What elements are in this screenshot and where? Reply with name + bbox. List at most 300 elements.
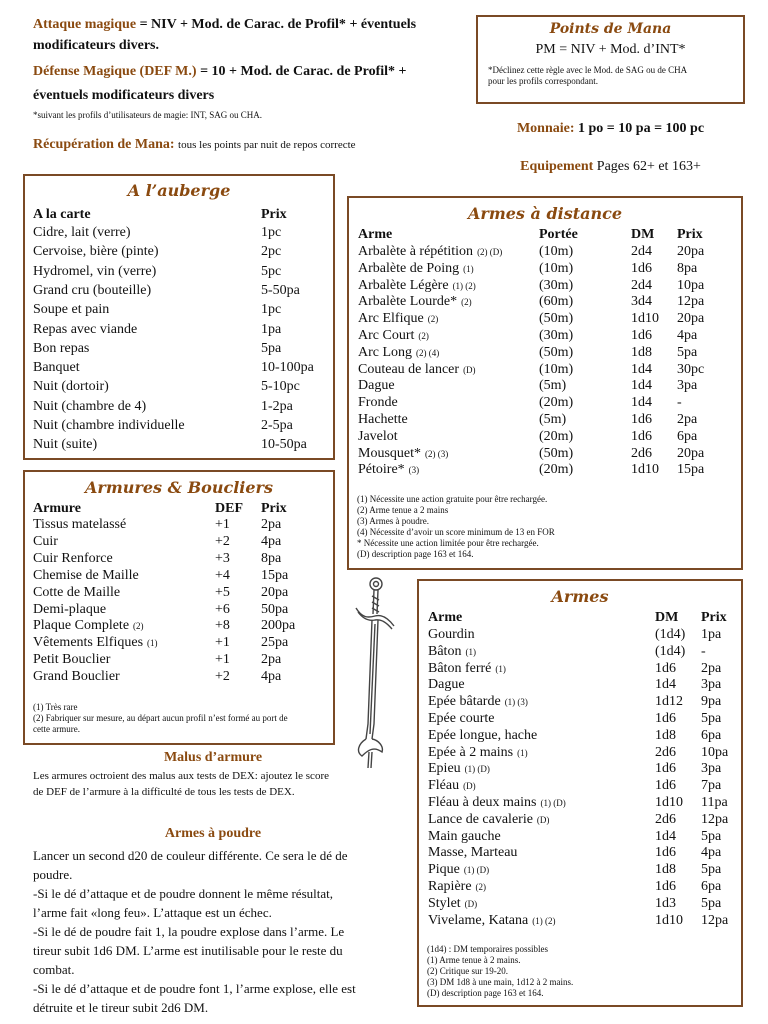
item-name: Epée à 2 mains (428, 744, 514, 760)
arme-row (419, 745, 741, 762)
item-name: Couteau de lancer (358, 361, 460, 377)
auberge-row (25, 244, 333, 261)
row-name-cell (428, 896, 477, 912)
weapon-price: 30pc (677, 361, 705, 377)
weapon-damage: 1d12 (655, 694, 683, 710)
row-name-cell (33, 534, 62, 550)
armure-def: +6 (215, 601, 230, 617)
row-name-cell (428, 627, 479, 643)
weapon-range: (30m) (539, 277, 574, 293)
weapon-price: 10pa (701, 744, 729, 760)
weapon-damage: 2d6 (655, 744, 676, 760)
weapon-price: 1pa (701, 627, 722, 642)
weapon-price: 5pa (677, 344, 698, 360)
distance-notes (357, 494, 737, 560)
item-price: 5-10pc (261, 379, 300, 395)
row-name-cell (428, 778, 476, 794)
arme-row (419, 845, 741, 862)
armes-box (417, 579, 743, 1007)
defense-magique-line2: éventuels modificateurs divers (33, 88, 215, 103)
weapon-damage: 1d6 (655, 711, 676, 726)
auberge-header-price: Prix (261, 207, 287, 222)
mana-formula: PM = NIV + Mod. d’INT* (535, 42, 686, 57)
distance-header-dm: DM (631, 227, 655, 242)
distance-header-arme: Arme (358, 227, 393, 242)
armure-def: +4 (215, 567, 230, 583)
auberge-row (25, 418, 333, 435)
item-footnote-ref: (2) (3) (425, 448, 449, 459)
row-name-cell (428, 879, 486, 895)
row-name-cell (358, 362, 476, 378)
armures-note: (1) Très rare (33, 702, 78, 712)
item-name: Vivelame, Katana (428, 912, 529, 928)
armes-header (419, 610, 741, 627)
weapon-price: 3pa (701, 761, 722, 777)
distance-note: (1) Nécessite une action gratuite pour être rechargée. (357, 494, 548, 504)
weapon-damage: 1d8 (631, 344, 652, 360)
distance-box (347, 196, 743, 570)
weapon-price: 20pa (677, 445, 705, 461)
armure-price: 200pa (261, 618, 296, 634)
recuperation-text: tous les points par nuit de repos correcte (178, 139, 356, 151)
row-name-cell (358, 378, 399, 394)
distance-row (349, 328, 741, 345)
row-name-cell (358, 311, 438, 327)
armure-row (25, 568, 333, 585)
armure-def: +2 (215, 533, 230, 549)
armure-row (25, 635, 333, 652)
auberge-title: A l’auberge (127, 181, 231, 200)
auberge-header (25, 207, 333, 224)
item-name: Soupe et pain (33, 302, 110, 318)
weapon-range: (20m) (539, 428, 574, 444)
weapon-range: (50m) (539, 445, 574, 461)
equipement-term: Equipement (520, 159, 594, 174)
armes-header-prix: Prix (701, 610, 727, 625)
monnaie (476, 121, 745, 137)
item-name: Stylet (428, 895, 461, 911)
item-footnote-ref: (1) (D) (464, 764, 490, 775)
armure-def: +1 (215, 635, 230, 651)
monnaie-term: Monnaie: (516, 121, 575, 136)
weapon-damage: 1d4 (631, 361, 652, 377)
distance-note: * Nécessite une action limitée pour être rechargée. (357, 538, 539, 548)
weapon-price: 8pa (677, 260, 698, 276)
defense-magique-suffix: + (398, 64, 407, 79)
item-name: Fléau (428, 778, 460, 794)
weapon-range: (60m) (539, 294, 574, 310)
item-price: 1pa (261, 321, 282, 337)
row-name-cell (33, 635, 158, 651)
sword-icon (356, 578, 394, 768)
arme-row (419, 778, 741, 795)
auberge-row (25, 437, 333, 454)
weapon-price: 5pa (701, 895, 722, 911)
distance-row (349, 362, 741, 379)
weapon-price: 6pa (701, 879, 722, 894)
armure-def: +2 (215, 669, 230, 685)
item-name: Pétoire* (358, 462, 405, 478)
auberge-box (23, 174, 335, 460)
item-name: Arbalète Légère (358, 277, 449, 293)
weapon-price: 4pa (701, 845, 722, 861)
weapon-price: 3pa (677, 378, 698, 394)
malus-title: Malus d’armure (163, 750, 263, 765)
armure-price: 4pa (261, 669, 282, 685)
weapon-range: (30m) (539, 328, 574, 343)
distance-row (349, 429, 741, 446)
arme-row (419, 761, 741, 778)
auberge-row (25, 379, 333, 396)
row-name-cell (428, 728, 541, 744)
armure-price: 25pa (261, 635, 289, 651)
row-name-cell (33, 618, 144, 634)
poudre-line: poudre. (33, 867, 73, 882)
armures-notes (33, 702, 329, 735)
armure-price: 20pa (261, 584, 289, 600)
weapon-price: 12pa (677, 294, 705, 310)
row-name-cell (358, 278, 476, 294)
item-price: 2pc (261, 244, 282, 260)
auberge-row (25, 283, 333, 300)
item-price: 10-50pa (261, 437, 307, 453)
row-name-cell (358, 244, 502, 260)
weapon-damage: 1d4 (655, 828, 676, 844)
item-name: Cidre, lait (verre) (33, 225, 131, 240)
item-name: Fléau à deux mains (428, 795, 537, 810)
item-footnote-ref: (1) (D) (540, 798, 566, 808)
item-name: Epée bâtarde (428, 694, 501, 710)
weapon-damage: 1d6 (655, 778, 676, 794)
row-name-cell (358, 345, 439, 361)
row-name-cell (428, 644, 476, 660)
weapon-price: - (701, 643, 706, 659)
weapon-range: (20m) (539, 462, 574, 478)
armure-price: 50pa (261, 601, 289, 617)
item-name: Epée longue, hache (428, 727, 538, 743)
item-footnote-ref: (2) (418, 331, 429, 341)
distance-row (349, 412, 741, 429)
armures-header-armure: Armure (33, 501, 81, 516)
weapon-damage: (1d4) (655, 643, 686, 659)
item-name: Rapière (428, 879, 472, 894)
arme-row (419, 913, 741, 930)
weapon-damage: 2d4 (631, 277, 652, 293)
distance-row (349, 244, 741, 261)
item-footnote-ref: (1) (465, 646, 476, 657)
poudre-line: tireur subit 1d6 DM. L’arme est inutilisable pour le reste du (33, 943, 343, 958)
weapon-damage: (1d4) (655, 627, 686, 642)
weapon-price: 5pa (701, 862, 722, 878)
weapon-price: 7pa (701, 778, 722, 794)
recuperation-mana (33, 137, 356, 153)
item-name: Javelot (358, 428, 398, 444)
defense-magique-formula: = 10 + Mod. de Carac. de Profil* (200, 64, 396, 79)
item-name: Nuit (chambre de 4) (33, 398, 147, 414)
item-name: Dague (358, 378, 395, 394)
weapon-price: 5pa (701, 711, 722, 726)
weapon-price: 10pa (677, 277, 705, 293)
row-name-cell (428, 845, 521, 861)
weapon-range: (10m) (539, 244, 574, 259)
weapon-damage: 1d10 (631, 311, 659, 327)
item-footnote-ref: (D) (536, 814, 550, 825)
item-name: Cuir (33, 533, 58, 549)
item-name: Nuit (suite) (33, 437, 98, 453)
item-footnote-ref: (2) (133, 621, 144, 632)
profil-footnote: *suivant les profils d’utilisateurs de magie: INT, SAG ou CHA. (33, 110, 263, 120)
armures-box (23, 470, 335, 745)
armure-row (25, 585, 333, 602)
item-footnote-ref: (1) (3) (504, 697, 528, 708)
poudre-line: -Si le dé d’attaque et de poudre font 1, l’arme explose, elle est (33, 981, 356, 996)
item-name: Mousquet* (358, 445, 421, 461)
mana-box-title: Points de Mana (549, 21, 672, 37)
armure-row (25, 618, 333, 635)
armure-def: +1 (215, 652, 230, 668)
weapon-price: 5pa (701, 828, 722, 844)
weapon-damage: 1d10 (631, 462, 659, 478)
item-name: Masse, Marteau (428, 845, 518, 861)
weapon-damage: 2d4 (631, 244, 652, 259)
arme-row (419, 795, 741, 812)
armures-header (25, 501, 333, 518)
poudre-line: combat. (33, 962, 75, 977)
item-footnote-ref: (2) (475, 882, 487, 892)
weapon-price: 2pa (677, 412, 698, 427)
arme-row (419, 644, 741, 661)
armes-notes (427, 944, 737, 999)
item-price: 5pa (261, 340, 282, 356)
row-name-cell (428, 862, 489, 878)
poudre-line: Lancer un second d20 de couleur différente. Ce sera le dé de (33, 848, 348, 863)
item-name: Cervoise, bière (pinte) (33, 244, 159, 260)
armures-note: (2) Fabriquer sur mesure, au départ aucun profil n’est formé au port de (33, 713, 288, 723)
distance-note: (D) description page 163 et 164. (357, 549, 474, 559)
row-name-cell (428, 677, 469, 693)
item-name: Nuit (chambre individuelle (33, 418, 185, 433)
item-name: Petit Bouclier (33, 652, 111, 668)
distance-row (349, 446, 741, 463)
item-footnote-ref: (1) (147, 638, 158, 649)
weapon-range: (10m) (539, 361, 574, 377)
item-footnote-ref: (D) (463, 364, 476, 375)
weapon-price: 6pa (677, 428, 698, 444)
item-name: Demi-plaque (33, 601, 107, 617)
monnaie-text: 1 po = 10 pa = 100 pc (578, 121, 705, 136)
armes-title: Armes (551, 587, 609, 606)
item-name: Pique (428, 862, 460, 878)
weapon-price: - (677, 395, 682, 411)
arme-row (419, 862, 741, 879)
row-name-cell (358, 446, 448, 462)
distance-row (349, 378, 741, 395)
weapon-price: 4pa (677, 328, 698, 343)
armure-def: +5 (215, 584, 230, 600)
item-footnote-ref: (2) (461, 297, 472, 308)
item-name: Bâton ferré (428, 660, 492, 676)
item-name: Grand Bouclier (33, 669, 120, 685)
attaque-magique-rule (33, 14, 463, 56)
weapon-damage: 1d8 (655, 727, 676, 743)
row-name-cell (358, 412, 412, 428)
attaque-magique-suffix: + éventuels (349, 17, 417, 32)
weapon-damage: 1d8 (655, 862, 676, 878)
row-name-cell (428, 812, 549, 828)
row-name-cell (428, 711, 498, 727)
distance-row (349, 294, 741, 311)
weapon-damage: 2d6 (655, 811, 676, 827)
item-price: 2-5pa (261, 418, 293, 433)
distance-header-prix: Prix (677, 227, 703, 242)
armes-note: (D) description page 163 et 164. (427, 988, 544, 998)
equipement (476, 159, 745, 175)
distance-row (349, 261, 741, 278)
item-price: 5-50pa (261, 282, 300, 298)
poudre-title: Armes à poudre (164, 826, 262, 841)
attaque-magique-formula: = NIV + Mod. de Carac. de Profil* (139, 17, 346, 32)
armure-def: +3 (215, 550, 230, 566)
malus-line: Les armures octroient des malus aux tests de DEX: ajoutez le score (33, 770, 329, 782)
item-name: Cuir Renforce (33, 550, 113, 566)
weapon-damage: 1d6 (655, 879, 676, 894)
item-name: Lance de cavalerie (428, 811, 533, 827)
item-price: 1-2pa (261, 398, 293, 414)
weapon-range: (20m) (539, 395, 574, 411)
row-name-cell (33, 551, 117, 567)
item-footnote-ref: (D) (463, 781, 476, 792)
item-name: Hachette (358, 412, 408, 427)
item-name: Banquet (33, 360, 80, 376)
mana-note (488, 65, 743, 87)
distance-row (349, 311, 741, 328)
distance-title: Armes à distance (467, 204, 623, 223)
armure-row (25, 517, 333, 534)
weapon-damage: 1d6 (655, 845, 676, 861)
armure-price: 4pa (261, 533, 282, 549)
distance-note: (2) Arme tenue a 2 mains (357, 505, 449, 515)
weapon-damage: 1d6 (655, 761, 676, 777)
row-name-cell (428, 761, 490, 777)
armure-row (25, 669, 333, 686)
item-price: 1pc (261, 225, 282, 240)
item-name: Gourdin (428, 627, 475, 642)
weapon-damage: 1d4 (631, 395, 652, 411)
row-name-cell (358, 261, 474, 277)
weapon-price: 20pa (677, 244, 705, 259)
item-footnote-ref: (1) (517, 747, 528, 758)
weapon-price: 12pa (701, 811, 729, 827)
armure-price: 15pa (261, 567, 289, 583)
armes-note: (1d4) : DM temporaires possibles (427, 944, 548, 954)
sword-illustration (348, 574, 398, 770)
row-name-cell (33, 652, 114, 668)
attaque-magique-line2: modificateurs divers. (33, 38, 159, 53)
armure-row (25, 551, 333, 568)
item-name: Arbalète Lourde* (358, 294, 458, 310)
item-footnote-ref: (1) (495, 663, 506, 674)
row-name-cell (358, 429, 402, 445)
item-footnote-ref: (1) (D) (463, 865, 490, 876)
row-name-cell (33, 585, 124, 601)
weapon-range: (50m) (539, 344, 574, 360)
arme-row (419, 627, 741, 644)
armure-price: 2pa (261, 517, 282, 532)
weapon-damage: 2d6 (631, 445, 652, 461)
item-footnote-ref: (1) (463, 263, 474, 274)
row-name-cell (358, 462, 419, 478)
armure-row (25, 602, 333, 619)
row-name-cell (33, 602, 110, 618)
weapon-damage: 1d4 (631, 378, 652, 394)
weapon-damage: 1d4 (655, 677, 676, 693)
weapon-damage: 1d6 (655, 660, 676, 676)
item-price: 10-100pa (261, 360, 314, 376)
item-name: Dague (428, 677, 465, 693)
arme-row (419, 812, 741, 829)
distance-row (349, 462, 741, 479)
item-footnote-ref: (2) (D) (477, 247, 503, 257)
item-name: Bâton (428, 643, 462, 659)
armures-title: Armures & Boucliers (85, 478, 273, 497)
mana-note-line1: *Déclinez cette règle avec le Mod. de SAG ou de CHA (488, 65, 688, 75)
weapon-range: (5m) (539, 412, 567, 427)
weapon-price: 20pa (677, 311, 705, 327)
armure-price: 2pa (261, 652, 282, 668)
arme-row (419, 711, 741, 728)
row-name-cell (33, 517, 130, 533)
row-name-cell (428, 661, 506, 677)
armure-price: 8pa (261, 550, 282, 566)
item-name: Repas avec viande (33, 321, 138, 337)
poudre-line: -Si le dé de poudre fait 1, la poudre explose dans l’arme. Le (33, 924, 345, 939)
item-name: Fronde (358, 395, 398, 411)
defense-magique-rule (33, 60, 463, 108)
row-name-cell (428, 795, 566, 811)
weapon-damage: 1d6 (631, 328, 652, 343)
poudre-line: l’arme fait «long feu». L’attaque est un échec. (33, 905, 272, 920)
poudre-text (33, 846, 395, 1017)
arme-row (419, 829, 741, 846)
recuperation-term: Récupération de Mana: (33, 137, 175, 152)
arme-row (419, 879, 741, 896)
distance-header-portee: Portée (539, 227, 578, 242)
armure-def: +1 (215, 517, 230, 532)
auberge-row (25, 225, 333, 242)
weapon-range: (5m) (539, 378, 567, 394)
armures-header-def: DEF (215, 501, 243, 516)
weapon-range: (10m) (539, 260, 574, 276)
auberge-row (25, 264, 333, 281)
poudre-line: détruite et le tireur subit 2d6 DM. (33, 1000, 209, 1015)
weapon-damage: 1d6 (631, 428, 652, 444)
weapon-damage: 1d6 (631, 412, 652, 427)
item-name: Epée courte (428, 711, 495, 726)
armure-row (25, 652, 333, 669)
item-name: Tissus matelassé (33, 517, 127, 532)
distance-header (349, 227, 741, 244)
defense-magique-term: Défense Magique (DEF M.) (33, 64, 197, 79)
row-name-cell (428, 829, 505, 845)
malus-text (33, 768, 395, 800)
arme-row (419, 694, 741, 711)
item-footnote-ref: (2) (4) (416, 347, 440, 358)
item-name: Arc Court (358, 328, 415, 343)
row-name-cell (428, 913, 555, 929)
item-name: Epieu (428, 761, 461, 777)
item-name: Main gauche (428, 828, 501, 844)
row-name-cell (358, 395, 402, 411)
